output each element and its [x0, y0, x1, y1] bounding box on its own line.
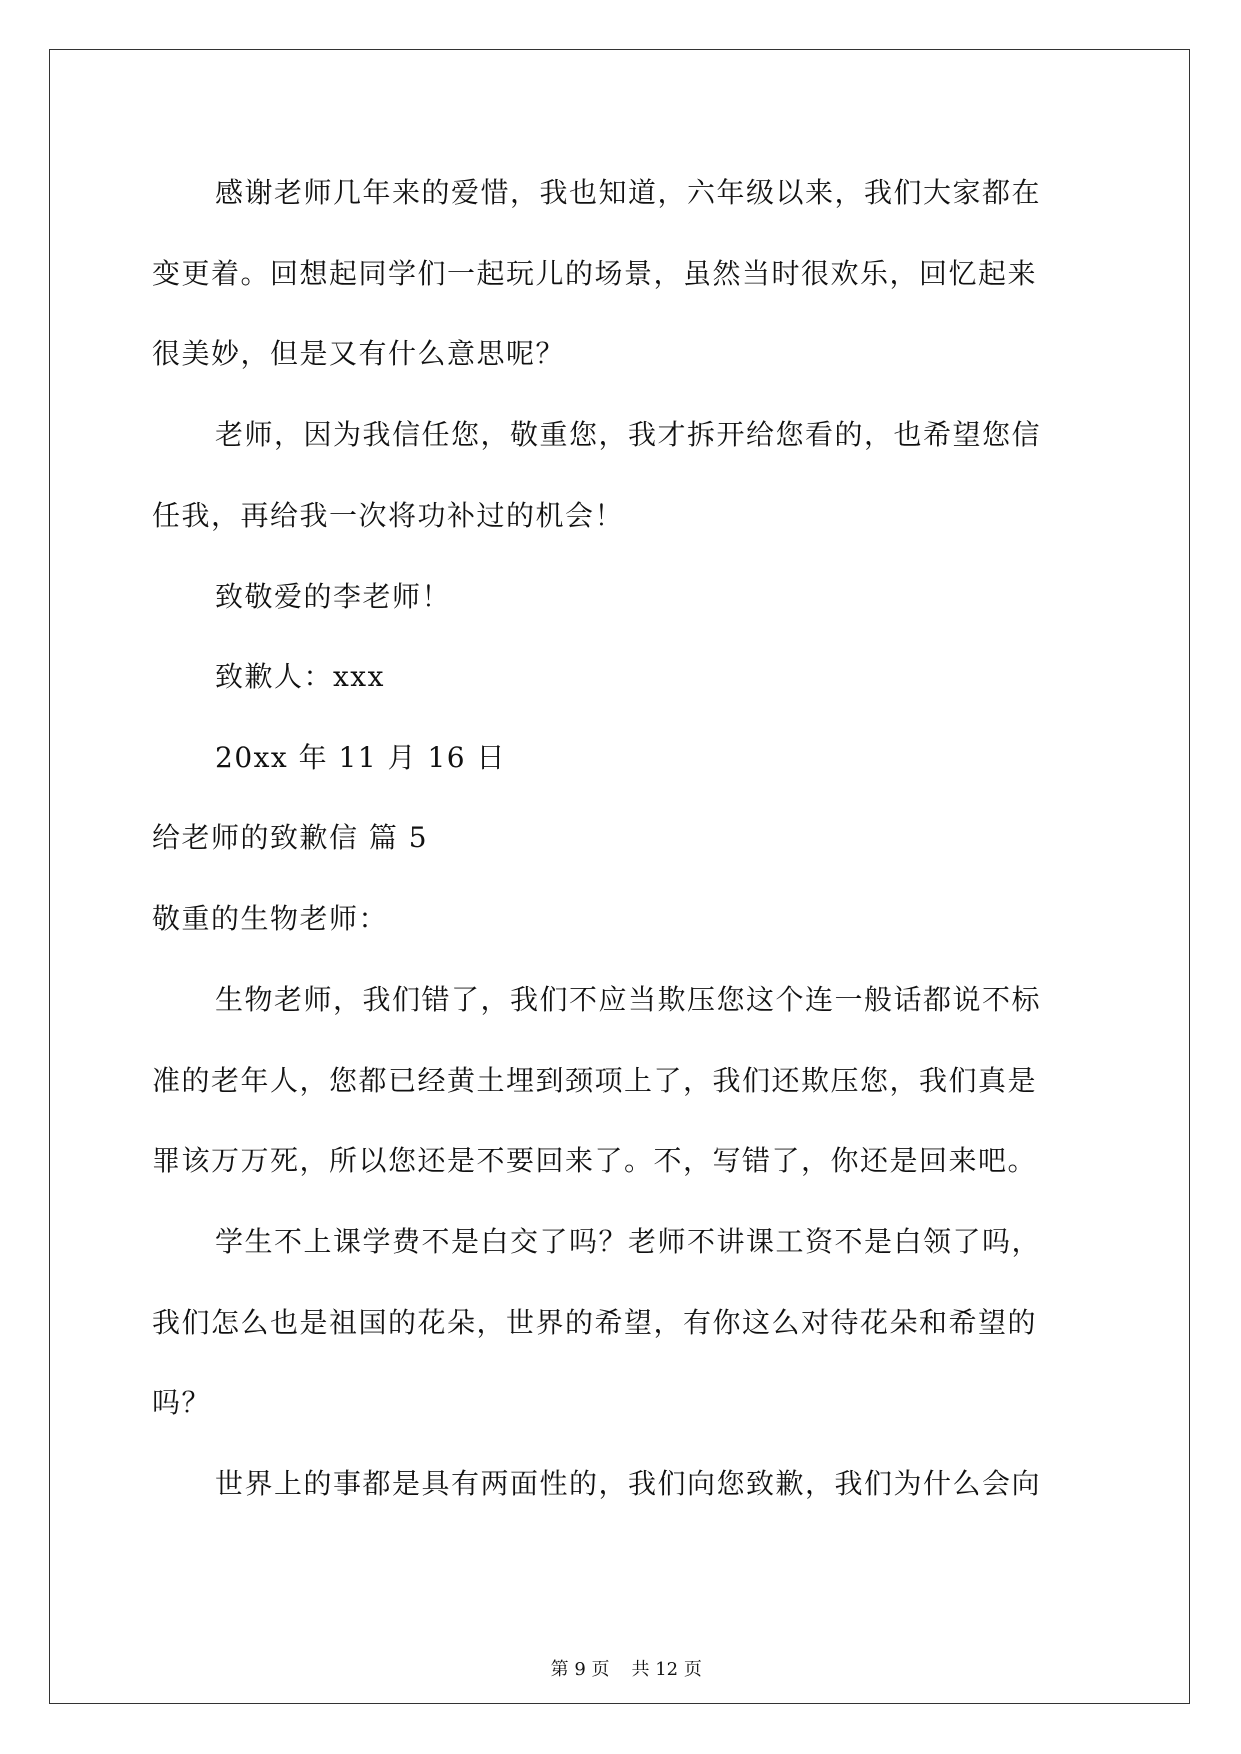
paragraph-line: 变更着。回想起同学们一起玩儿的场景，虽然当时很欢乐，回忆起来: [152, 257, 1038, 290]
paragraph-line: 我们怎么也是祖国的花朵，世界的希望，有你这么对待花朵和希望的: [152, 1306, 1038, 1339]
paragraph-line: 感谢老师几年来的爱惜，我也知道，六年级以来，我们大家都在: [215, 176, 1042, 209]
page-total: 共 12 页: [631, 1659, 702, 1680]
paragraph-line: 吗？: [152, 1386, 212, 1419]
paragraph-line: 老师，因为我信任您，敬重您，我才拆开给您看的，也希望您信: [215, 418, 1042, 451]
paragraph-line: 罪该万万死，所以您还是不要回来了。不，写错了，你还是回来吧。: [152, 1144, 1038, 1177]
paragraph-line: 很美妙，但是又有什么意思呢？: [152, 337, 566, 370]
page-footer: [0, 1634, 1241, 1682]
page-frame: [49, 49, 1190, 1704]
section-title: 给老师的致歉信 篇 5: [152, 821, 429, 854]
salutation-line: 致敬爱的李老师！: [215, 580, 452, 613]
paragraph-line: 任我，再给我一次将功补过的机会！: [152, 499, 625, 532]
paragraph-line: 准的老年人，您都已经黄土埋到颈项上了，我们还欺压您，我们真是: [152, 1064, 1038, 1097]
date-line: 20xx 年 11 月 16 日: [215, 741, 506, 774]
signature-line: 致歉人：xxx: [215, 660, 385, 693]
page-number: 第 9 页: [550, 1659, 610, 1680]
paragraph-line: 生物老师，我们错了，我们不应当欺压您这个连一般话都说不标: [215, 983, 1042, 1016]
paragraph-line: 世界上的事都是具有两面性的，我们向您致歉，我们为什么会向: [215, 1467, 1042, 1500]
greeting-line: 敬重的生物老师：: [152, 902, 389, 935]
paragraph-line: 学生不上课学费不是白交了吗？老师不讲课工资不是白领了吗，: [215, 1225, 1042, 1258]
